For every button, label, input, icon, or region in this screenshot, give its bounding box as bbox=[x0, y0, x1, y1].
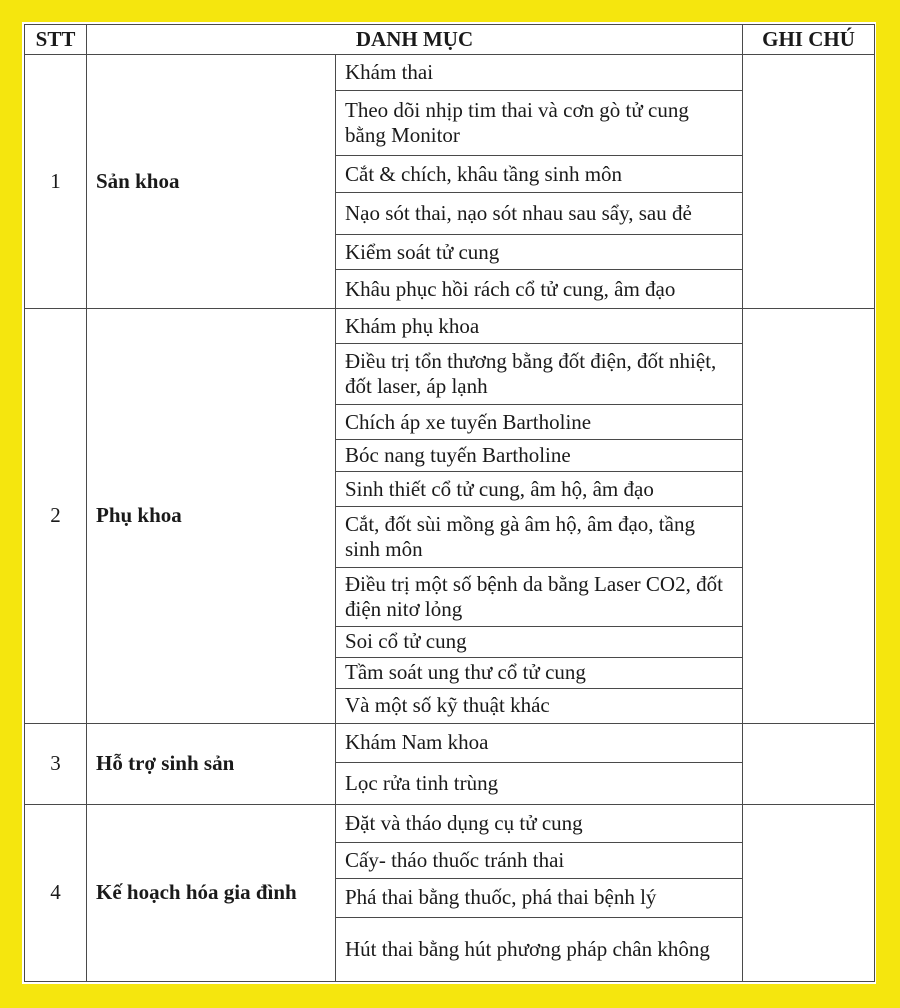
group-4-item-1: Đặt và tháo dụng cụ tử cung bbox=[336, 804, 743, 842]
group-1-item-6: Khâu phục hồi rách cổ tử cung, âm đạo bbox=[336, 270, 743, 309]
group-2-name: Phụ khoa bbox=[87, 309, 336, 723]
group-2-item-3: Chích áp xe tuyến Bartholine bbox=[336, 405, 743, 440]
header-row bbox=[25, 25, 875, 55]
header-stt: STT bbox=[25, 25, 87, 55]
table-row bbox=[25, 309, 875, 344]
group-1-item-1: Khám thai bbox=[336, 55, 743, 91]
group-1-note bbox=[743, 55, 875, 309]
group-1-item-3: Cắt & chích, khâu tầng sinh môn bbox=[336, 156, 743, 193]
group-2-item-4: Bóc nang tuyến Bartholine bbox=[336, 440, 743, 472]
table-row bbox=[25, 723, 875, 762]
group-1-stt: 1 bbox=[25, 55, 87, 309]
group-2-item-1: Khám phụ khoa bbox=[336, 309, 743, 344]
header-category: DANH MỤC bbox=[87, 25, 743, 55]
service-table bbox=[24, 24, 875, 982]
group-2-item-9: Tầm soát ung thư cổ tử cung bbox=[336, 657, 743, 688]
group-4-note bbox=[743, 804, 875, 981]
group-1-item-2: Theo dõi nhịp tim thai và cơn gò tử cung bằng Monitor bbox=[336, 91, 743, 156]
group-2-item-6: Cắt, đốt sùi mồng gà âm hộ, âm đạo, tầng sinh môn bbox=[336, 507, 743, 568]
group-1-item-5: Kiểm soát tử cung bbox=[336, 235, 743, 270]
group-1-item-4: Nạo sót thai, nạo sót nhau sau sẩy, sau đẻ bbox=[336, 193, 743, 235]
group-3-stt: 3 bbox=[25, 723, 87, 804]
table-row bbox=[25, 804, 875, 842]
group-2-stt: 2 bbox=[25, 309, 87, 723]
group-4-item-3: Phá thai bằng thuốc, phá thai bệnh lý bbox=[336, 878, 743, 917]
group-4-stt: 4 bbox=[25, 804, 87, 981]
header-note: GHI CHÚ bbox=[743, 25, 875, 55]
table-frame bbox=[22, 22, 876, 984]
group-4-item-4: Hút thai bằng hút phương pháp chân không bbox=[336, 917, 743, 981]
group-4-item-2: Cấy- tháo thuốc tránh thai bbox=[336, 842, 743, 878]
group-2-note bbox=[743, 309, 875, 723]
group-3-name: Hỗ trợ sinh sản bbox=[87, 723, 336, 804]
group-2-item-7: Điều trị một số bệnh da bằng Laser CO2, đốt điện nitơ lỏng bbox=[336, 568, 743, 626]
group-1-name: Sản khoa bbox=[87, 55, 336, 309]
group-2-item-8: Soi cổ tử cung bbox=[336, 626, 743, 657]
group-2-item-2: Điều trị tổn thương bằng đốt điện, đốt nhiệt, đốt laser, áp lạnh bbox=[336, 344, 743, 405]
group-2-item-5: Sinh thiết cổ tử cung, âm hộ, âm đạo bbox=[336, 472, 743, 507]
group-2-item-10: Và một số kỹ thuật khác bbox=[336, 688, 743, 723]
group-4-name: Kế hoạch hóa gia đình bbox=[87, 804, 336, 981]
group-3-item-2: Lọc rửa tinh trùng bbox=[336, 762, 743, 804]
table-row bbox=[25, 55, 875, 91]
group-3-item-1: Khám Nam khoa bbox=[336, 723, 743, 762]
group-3-note bbox=[743, 723, 875, 804]
